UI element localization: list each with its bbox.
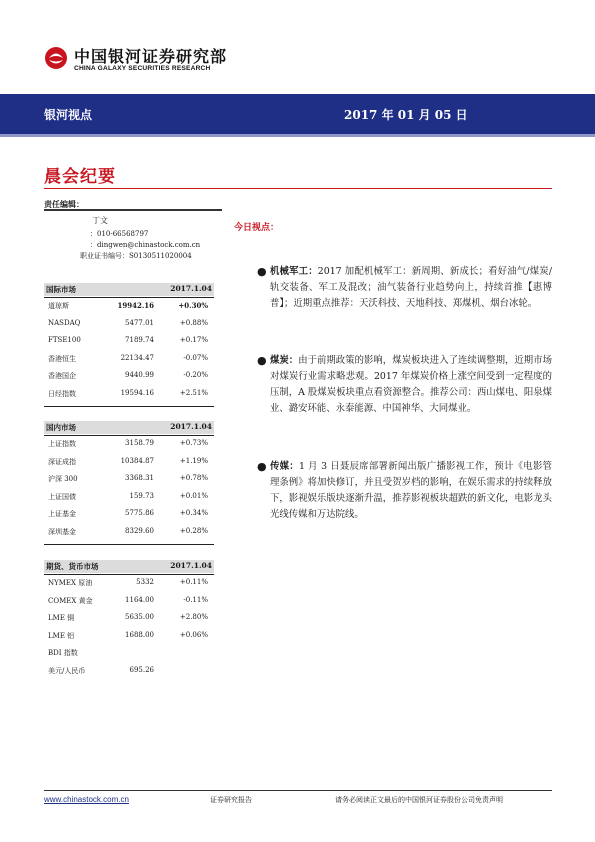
market-row-change: +0.11% <box>179 578 208 586</box>
market-row <box>44 525 214 540</box>
market-row-change: +0.06% <box>179 630 208 639</box>
market-row-value: 1164.00 <box>125 595 154 604</box>
bullet-icon: ● <box>257 354 267 367</box>
market-row-name: COMEX 黄金 <box>48 596 93 605</box>
market-row <box>44 629 214 644</box>
market-row-value: 9440.99 <box>125 371 154 379</box>
market-row-name: 日经指数 <box>48 389 76 398</box>
market-row <box>44 611 214 626</box>
footer-website-link[interactable]: www.chinastock.com.cn <box>44 795 129 804</box>
title-divider <box>44 188 552 189</box>
market-row <box>44 317 214 332</box>
market-table-date: 2017.1.04 <box>170 561 212 570</box>
market-row <box>44 369 214 384</box>
market-table-title: 期货、货币市场 <box>46 562 99 571</box>
market-row <box>44 437 214 452</box>
market-table-date: 2017.1.04 <box>170 284 212 293</box>
logo-chinese-name: 中国银河证券研究部 <box>74 47 228 66</box>
market-row-value: 5477.01 <box>125 318 154 327</box>
editor-email[interactable]: ：dingwen@chinastock.com.cn <box>90 241 201 249</box>
market-row-name: 香港恒生 <box>48 354 76 363</box>
viewpoint-coal <box>257 353 552 417</box>
market-row-name: 上证基金 <box>48 510 76 518</box>
market-row-change: +0.01% <box>179 491 208 500</box>
market-row-name: 香港国企 <box>48 372 76 380</box>
market-table-rule <box>44 435 214 436</box>
editor-label: 责任编辑： <box>44 199 84 209</box>
banner-section-name: 银河视点 <box>44 108 93 122</box>
editor-name: 丁文 <box>92 216 108 225</box>
market-table-rule <box>44 297 214 298</box>
market-table-header <box>44 560 214 573</box>
market-row-change: +2.51% <box>179 388 208 397</box>
market-row-change: +0.28% <box>179 526 208 535</box>
editor-phone: ：010-66568797 <box>90 230 149 238</box>
market-row-name: 上证国债 <box>48 492 76 501</box>
market-row-name: BDI 指数 <box>48 649 78 657</box>
market-row <box>44 387 214 402</box>
market-row <box>44 646 214 661</box>
footer-divider <box>44 790 552 791</box>
market-row-value: 5775.86 <box>125 509 154 517</box>
market-table-title: 国际市场 <box>46 285 76 294</box>
market-row-value: 8329.60 <box>125 526 154 535</box>
editor-license: 职业证书编号：S0130511020004 <box>80 252 192 260</box>
viewpoint-lead: 煤炭： <box>270 355 299 366</box>
market-row-change: -0.11% <box>183 595 208 604</box>
market-row-change: +0.17% <box>179 336 208 344</box>
market-row-value: 5635.00 <box>125 613 154 621</box>
editor-divider <box>44 209 222 211</box>
market-row <box>44 352 214 367</box>
market-row-name: 深证成指 <box>48 457 76 466</box>
viewpoint-lead: 机械军工： <box>270 266 318 277</box>
market-row <box>44 576 214 591</box>
banner-shadow <box>0 134 595 137</box>
market-row <box>44 299 214 314</box>
market-row-value: 22134.47 <box>120 353 154 362</box>
market-row-value: 7189.74 <box>125 336 154 344</box>
today-viewpoint-label: 今日视点： <box>234 223 280 233</box>
viewpoint-text: 2017 加配机械军工：新周期、新成长；看好油气/煤炭/轨交装备、军工及混改；油气装备行业趋势向上，持续首推【惠博普】；近期重点推荐：天沃科技、天地科技、郑煤机、烟台冰轮。 <box>270 266 552 309</box>
market-row-value: 3158.79 <box>125 439 154 447</box>
banner-date: 2017 年 01 月 05 日 <box>344 108 468 122</box>
market-row-change: -0.20% <box>183 371 208 379</box>
market-row <box>44 507 214 522</box>
galaxy-logo-icon <box>44 46 68 70</box>
market-row-name: LME 铜 <box>48 614 75 622</box>
market-row-change: +2.80% <box>179 613 208 621</box>
viewpoint-machinery <box>257 264 552 312</box>
market-table-rule <box>44 574 214 575</box>
market-row-value: 695.26 <box>129 665 154 674</box>
market-row <box>44 664 214 679</box>
market-row <box>44 472 214 487</box>
market-row-value: 159.73 <box>129 491 154 500</box>
market-row-name: 沪深 300 <box>48 475 78 483</box>
bullet-icon: ● <box>257 265 267 278</box>
market-row-name: NYMEX 原油 <box>48 579 93 587</box>
market-row-value: 5332 <box>136 578 154 586</box>
market-table-date: 2017.1.04 <box>170 422 212 431</box>
logo-english-name: CHINA GALAXY SECURITIES RESEARCH <box>74 65 211 72</box>
market-row <box>44 334 214 349</box>
market-row-name: 上证指数 <box>48 440 76 448</box>
market-row-change: +1.19% <box>179 456 208 465</box>
footer-report-type: 证券研究报告 <box>210 796 252 804</box>
market-row <box>44 490 214 505</box>
viewpoint-lead: 传媒： <box>270 461 299 472</box>
market-row-name: 深圳基金 <box>48 527 76 536</box>
market-row-name: 道琼斯 <box>48 302 69 310</box>
market-row-value: 1688.00 <box>125 630 154 639</box>
market-row-value: 19594.16 <box>120 388 154 397</box>
market-row-change: +0.78% <box>179 474 208 482</box>
market-row <box>44 594 214 609</box>
market-row-name: FTSE100 <box>48 336 81 344</box>
market-row-name: 美元/人民币 <box>48 666 86 675</box>
market-row-change: +0.34% <box>179 509 208 517</box>
market-table-header <box>44 421 214 434</box>
market-table-bottom-rule <box>44 406 214 407</box>
market-row-value: 19942.16 <box>117 301 154 310</box>
market-table-bottom-rule <box>44 544 214 545</box>
market-row-name: LME 铝 <box>48 631 75 640</box>
market-row-name: NASDAQ <box>48 318 81 327</box>
viewpoint-media <box>257 459 552 523</box>
viewpoint-text: 1 月 3 日聂辰席部署新闻出版广播影视工作，预计《电影管理条例》将加快修订，并且受贺岁档的影响，在娱乐需求的持续释放下，影视娱乐版块逐渐升温，推荐影视板块超跌的新文化，电影龙头光线传媒和万达院线。 <box>270 461 552 520</box>
market-row-value: 10384.87 <box>120 456 154 465</box>
market-table-header <box>44 283 214 296</box>
bullet-icon: ● <box>257 460 267 473</box>
document-title: 晨会纪要 <box>44 167 116 187</box>
market-row <box>44 455 214 470</box>
market-row-change: -0.07% <box>183 353 208 362</box>
market-row-change: +0.30% <box>178 301 208 310</box>
market-table-title: 国内市场 <box>46 423 76 432</box>
market-row-change: +0.88% <box>179 318 208 327</box>
viewpoint-text: 由于前期政策的影响，煤炭板块进入了连续调整期，近期市场对煤炭行业需求略悲观。2017 年煤炭价格上涨空间受到一定程度的压制，A 股煤炭板块重点看资源整合。推荐公司：西山煤电、阳泉煤业、潞安环能、永泰能源、中国神华、大同煤业。 <box>270 355 552 414</box>
market-row-change: +0.73% <box>179 439 208 447</box>
market-row-value: 3368.31 <box>125 474 154 482</box>
footer-disclaimer: 请务必阅读正文最后的中国银河证券股份公司免责声明 <box>335 796 503 804</box>
